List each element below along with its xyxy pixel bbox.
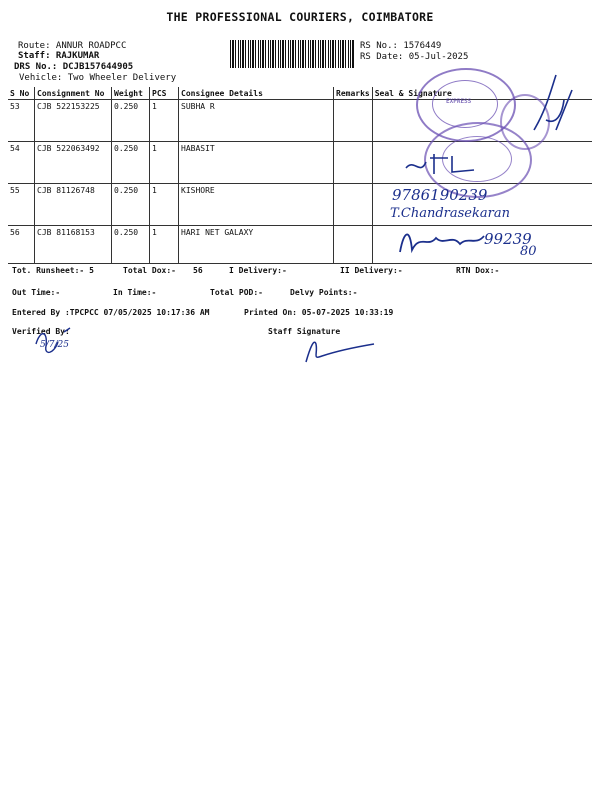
cell-consignment: CJB 522153225 <box>35 100 112 142</box>
i-delivery: I Delivery:- <box>229 266 287 275</box>
handwritten-extra-row56: 80 <box>520 244 537 259</box>
in-time: In Time:- <box>113 288 157 297</box>
document-title: THE PROFESSIONAL COURIERS, COIMBATORE <box>166 10 434 24</box>
col-seal-signature: Seal & Signature <box>372 87 592 100</box>
barcode <box>230 40 354 68</box>
verified-date-note: 5/7/25 <box>40 340 69 350</box>
total-pod: Total POD:- <box>210 288 263 297</box>
ii-delivery: II Delivery:- <box>340 266 403 275</box>
staff-signature-label: Staff Signature <box>268 327 341 336</box>
signature-row54 <box>404 150 484 180</box>
handwritten-phone-row56: 99239 <box>484 230 532 248</box>
col-consignment: Consignment No <box>35 87 112 100</box>
handwritten-name-row55: T.Chandrasekaran <box>390 206 510 221</box>
cell-sno: 54 <box>8 142 35 184</box>
cell-consignment: CJB 522063492 <box>35 142 112 184</box>
total-dox-label: Total Dox:- <box>123 266 176 275</box>
cell-consignee: SUBHA R <box>179 100 334 142</box>
drs-number: DRS No.: DCJB157644905 <box>14 62 134 72</box>
cell-consignment: CJB 81168153 <box>35 226 112 264</box>
col-remarks: Remarks <box>334 87 373 100</box>
handwritten-phone-row55: 9786190239 <box>392 186 488 204</box>
stamp-text: EXPRESS <box>446 98 472 105</box>
route-label: Route: ANNUR ROADPCC <box>18 41 127 51</box>
entered-by: Entered By :TPCPCC 07/05/2025 10:17:36 AM <box>12 308 210 317</box>
cell-remarks <box>334 184 373 226</box>
cell-consignee: HARI NET GALAXY <box>179 226 334 264</box>
delvy-points: Delvy Points:- <box>290 288 358 297</box>
verified-by: Verified By: <box>12 327 70 336</box>
staff-signature <box>300 334 380 368</box>
col-consignee: Consignee Details <box>179 87 334 100</box>
cell-weight: 0.250 <box>112 226 150 264</box>
cell-remarks <box>334 226 373 264</box>
cell-pcs: 1 <box>150 226 179 264</box>
total-dox-value: 56 <box>193 266 203 275</box>
cell-pcs: 1 <box>150 184 179 226</box>
staff-label: Staff: RAJKUMAR <box>18 51 100 61</box>
vehicle-label: Vehicle: Two Wheeler Delivery <box>19 73 177 83</box>
cell-consignee: KISHORE <box>179 184 334 226</box>
col-sno: S No <box>8 87 35 100</box>
cell-consignee: HABASIT <box>179 142 334 184</box>
printed-on: Printed On: 05-07-2025 10:33:19 <box>244 308 394 317</box>
cell-weight: 0.250 <box>112 142 150 184</box>
col-pcs: PCS <box>150 87 179 100</box>
cell-pcs: 1 <box>150 142 179 184</box>
tot-runsheet: Tot. Runsheet:- 5 <box>12 266 94 275</box>
cell-remarks <box>334 100 373 142</box>
signature-row56 <box>396 224 488 258</box>
cell-sno: 53 <box>8 100 35 142</box>
signature-row53 <box>526 70 576 150</box>
cell-consignment: CJB 81126748 <box>35 184 112 226</box>
rs-number: RS No.: 1576449 <box>360 41 442 51</box>
cell-weight: 0.250 <box>112 100 150 142</box>
rtn-dox: RTN Dox:- <box>456 266 500 275</box>
cell-sno: 56 <box>8 226 35 264</box>
col-weight: Weight <box>112 87 150 100</box>
out-time: Out Time:- <box>12 288 61 297</box>
cell-remarks <box>334 142 373 184</box>
cell-sno: 55 <box>8 184 35 226</box>
cell-weight: 0.250 <box>112 184 150 226</box>
cell-pcs: 1 <box>150 100 179 142</box>
rs-date: RS Date: 05-Jul-2025 <box>360 52 469 62</box>
